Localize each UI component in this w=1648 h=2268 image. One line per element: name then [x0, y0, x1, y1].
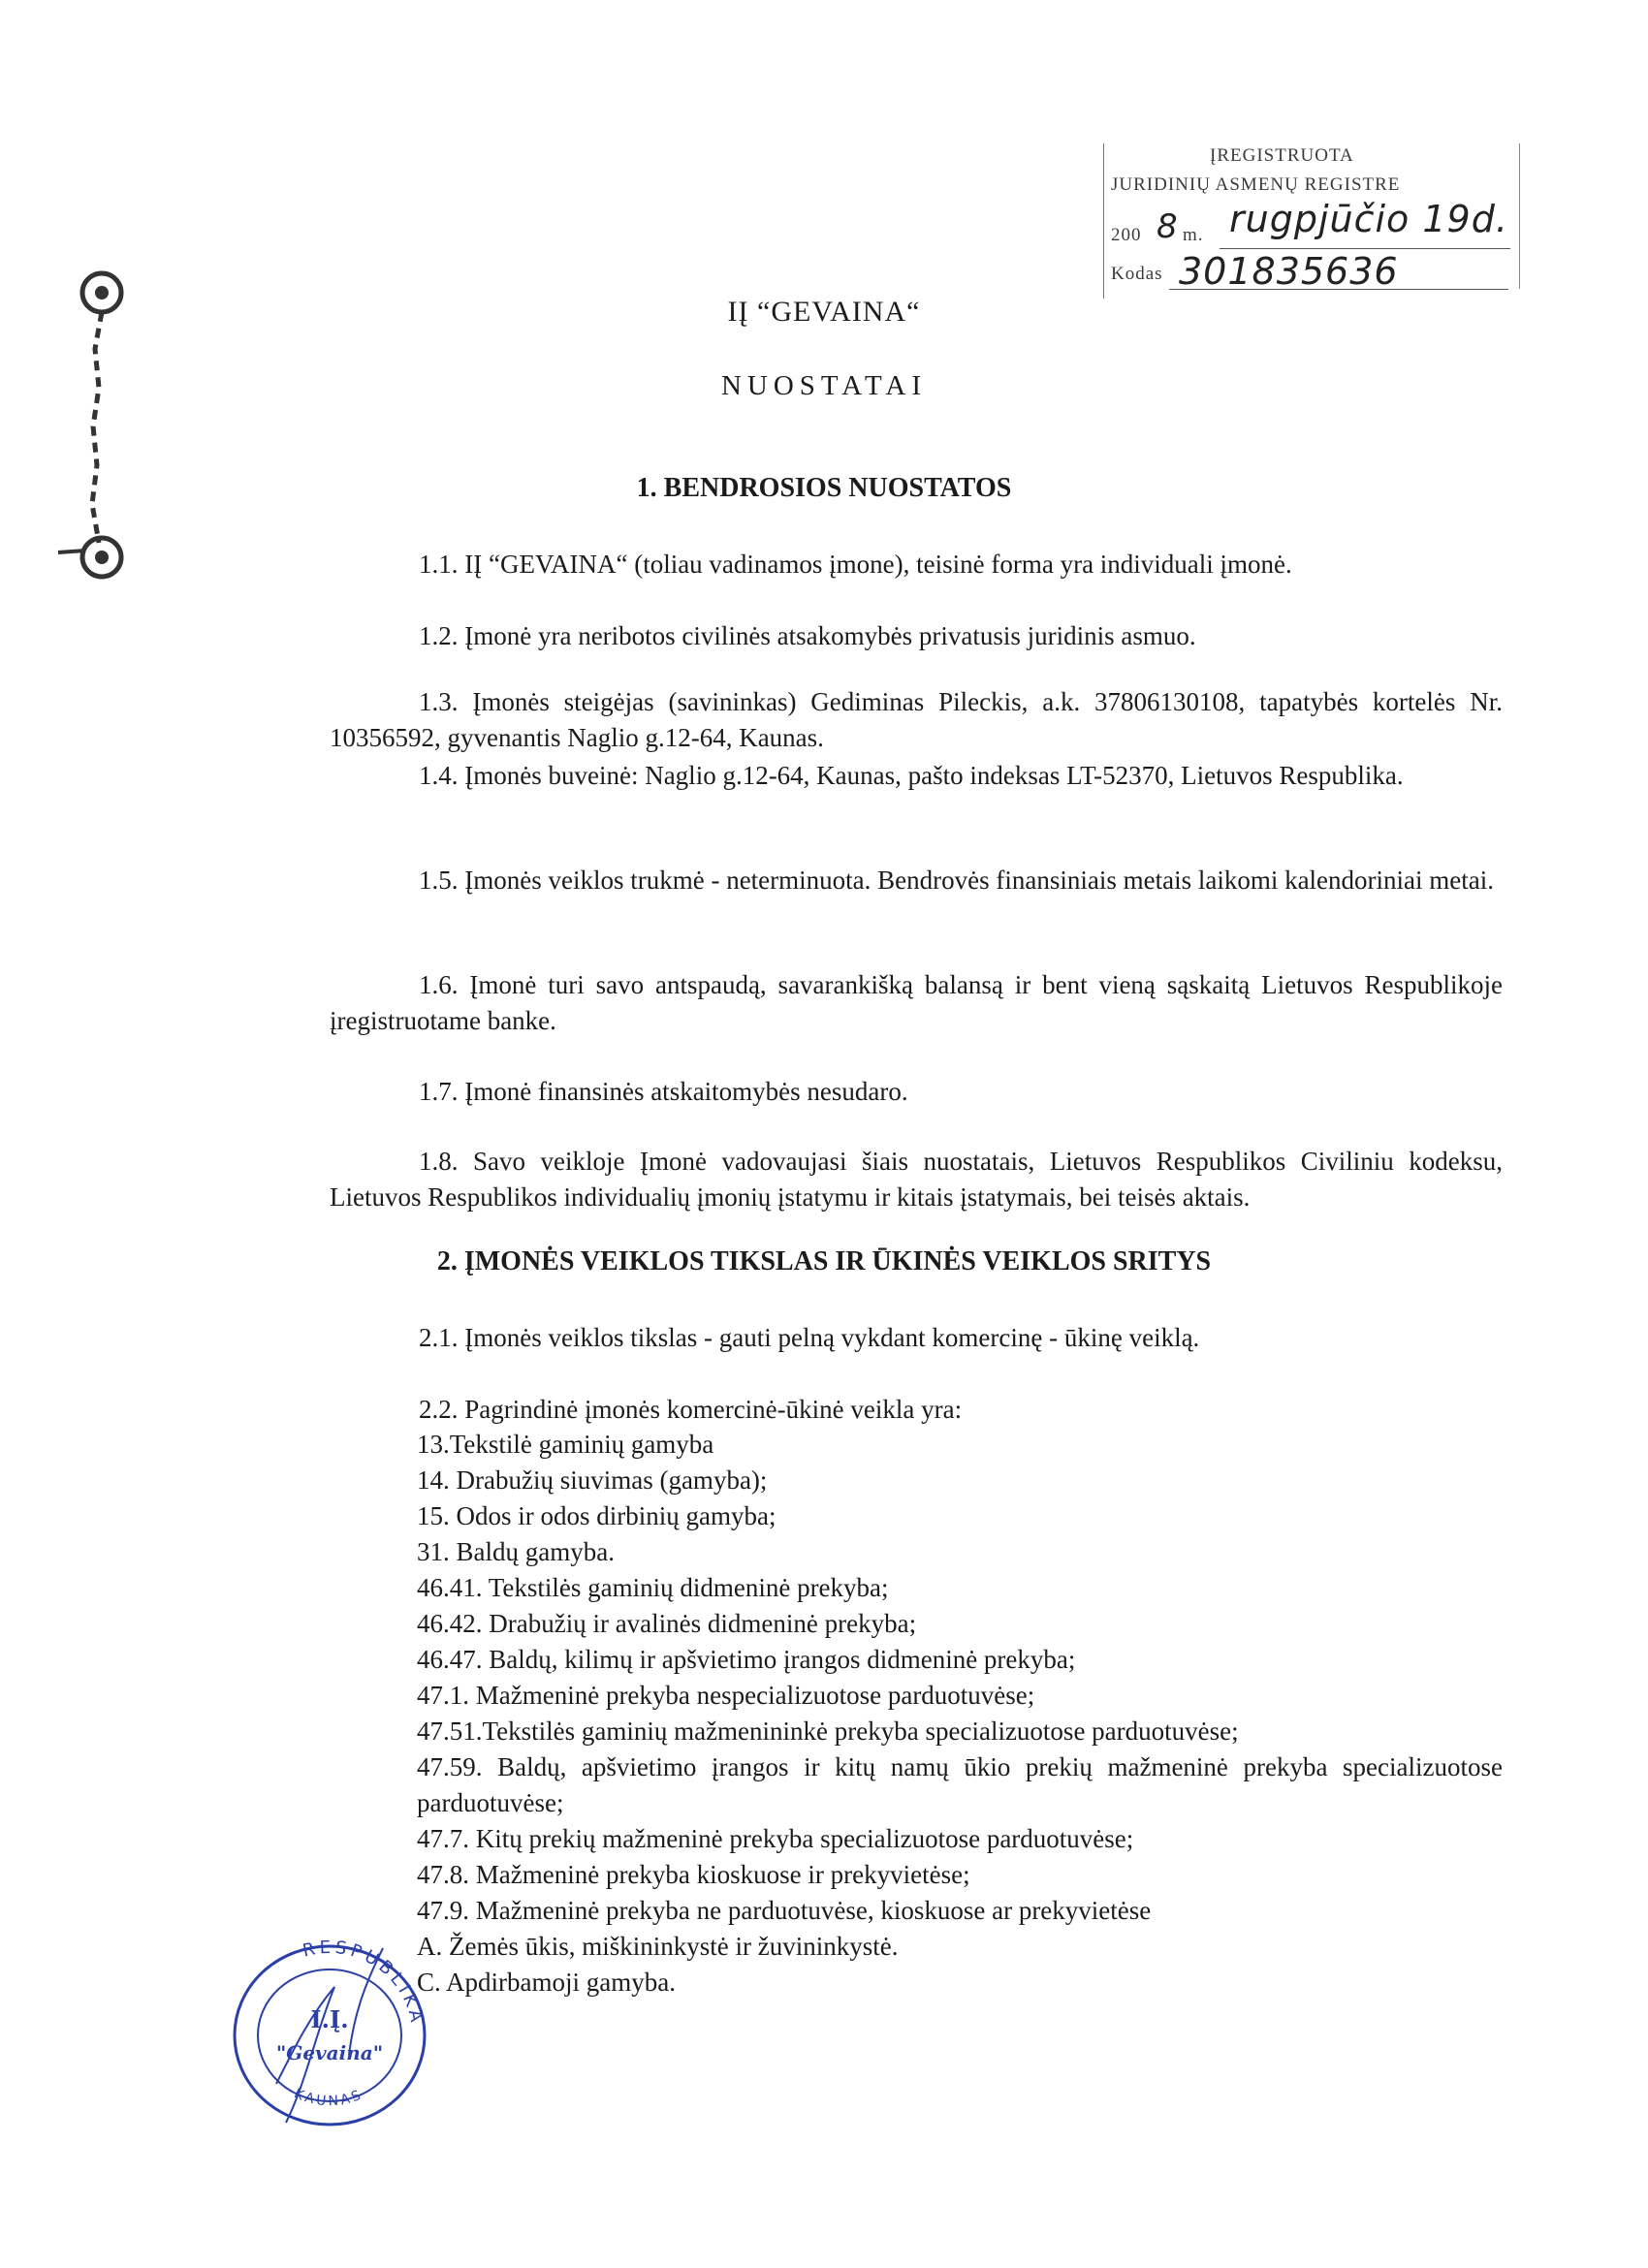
company-seal-stamp — [218, 1929, 441, 2142]
clause-1-5: 1.5. Įmonės veiklos trukmė - neterminuota. Bendrovės finansiniais metais laikomi kalendoriniai metai. — [419, 866, 1494, 895]
list-item: 15. Odos ir odos dirbinių gamyba; — [417, 1501, 776, 1530]
clause-2-1: 2.1. Įmonės veiklos tikslas - gauti pelną vykdant komercinę - ūkinę veiklą. — [419, 1323, 1200, 1352]
handwritten-year-digit: 8 — [1157, 207, 1179, 246]
list-item: 47.51.Tekstilės gaminių mažmenininkė prekyba specializuotose parduotuvėse; — [417, 1717, 1239, 1746]
document-title: NUOSTATAI — [720, 370, 928, 401]
clause-1-3: 1.3. Įmonės steigėjas (savininkas) Gediminas Pileckis, a.k. 37806130108, tapatybės kortelės Nr. 10356592, gyvenantis Naglio g.12-64, Kaunas. — [330, 687, 1503, 752]
clause-1-8: 1.8. Savo veikloje Įmonė vadovaujasi šiais nuostatais, Lietuvos Respublikos Civiliniu kodeksu, Lietuvos Respublikos individualių įmonių įstatymu ir kitais įstatymais, bei teisės aktais. — [330, 1147, 1503, 1212]
list-item: 13.Tekstilė gaminių gamyba — [417, 1430, 714, 1459]
svg-text:RESPUBLIKA: RESPUBLIKA — [301, 1937, 428, 2028]
list-item: 46.47. Baldų, kilimų ir apšvietimo įrangos didmeninė prekyba; — [417, 1645, 1076, 1674]
clause-1-1: 1.1. IĮ “GEVAINA“ (toliau vadinamos įmone), teisinė forma yra individuali įmonė. — [419, 550, 1292, 579]
svg-text:"Gevaina": "Gevaina" — [275, 2041, 384, 2064]
clause-1-4: 1.4. Įmonės buveinė: Naglio g.12-64, Kaunas, pašto indeksas LT-52370, Lietuvos Respublika. — [419, 761, 1404, 790]
handwritten-date: rugpjūčio 19d. — [1229, 198, 1508, 240]
activity-list — [417, 1427, 1503, 2000]
svg-text:I.Į.: I.Į. — [310, 2005, 349, 2033]
clause-1-7: 1.7. Įmonė finansinės atskaitomybės nesudaro. — [419, 1077, 908, 1106]
list-item: C. Apdirbamoji gamyba. — [417, 1968, 676, 1997]
list-item: 14. Drabužių siuvimas (gamyba); — [417, 1465, 768, 1495]
list-item: 47.7. Kitų prekių mažmeninė prekyba specializuotose parduotuvėse; — [417, 1824, 1134, 1853]
list-item: 47.1. Mažmeninė prekyba nespecializuotose parduotuvėse; — [417, 1681, 1035, 1710]
clause-2-2: 2.2. Pagrindinė įmonės komercinė-ūkinė veikla yra: — [419, 1395, 963, 1424]
stamp-line-2: JURIDINIŲ ASMENŲ REGISTRE — [1111, 174, 1401, 195]
svg-text:KAUNAS: KAUNAS — [291, 2086, 366, 2110]
clause-1-6: 1.6. Įmonė turi savo antspaudą, savarankišką balansą ir bent vieną sąskaitą Lietuvos Respublikoje įregistruotame banke. — [330, 970, 1503, 1035]
stamp-line-1: ĮREGISTRUOTA — [1210, 145, 1354, 166]
registration-stamp — [1103, 143, 1520, 299]
list-item: 46.42. Drabužių ir avalinės didmeninė prekyba; — [417, 1609, 917, 1638]
list-item: 46.41. Tekstilės gaminių didmeninė prekyba; — [417, 1573, 889, 1602]
stamp-year-suffix: m. — [1183, 225, 1204, 245]
list-item: 47.59. Baldų, apšvietimo įrangos ir kitų namų ūkio prekių mažmeninė prekyba specializuotose parduotuvėse; — [417, 1752, 1503, 1817]
list-item: 47.9. Mažmeninė prekyba ne parduotuvėse, kioskuose ar prekyvietėse — [417, 1896, 1152, 1925]
stamp-year-prefix: 200 — [1111, 225, 1142, 245]
stamp-kodas-label: Kodas — [1111, 264, 1163, 284]
section-2-heading: 2. ĮMONĖS VEIKLOS TIKSLAS IR ŪKINĖS VEIKLOS SRITYS — [436, 1246, 1212, 1276]
handwritten-code: 301835636 — [1179, 250, 1399, 293]
company-name: IĮ “GEVAINA“ — [727, 296, 921, 328]
list-item: A. Žemės ūkis, miškininkystė ir žuvininkystė. — [417, 1932, 899, 1961]
section-1-heading: 1. BENDROSIOS NUOSTATOS — [636, 473, 1012, 503]
list-item: 47.8. Mažmeninė prekyba kioskuose ir prekyvietėse; — [417, 1860, 970, 1889]
clause-1-2: 1.2. Įmonė yra neribotos civilinės atsakomybės privatusis juridinis asmuo. — [419, 621, 1196, 650]
list-item: 31. Baldų gamyba. — [417, 1537, 615, 1566]
